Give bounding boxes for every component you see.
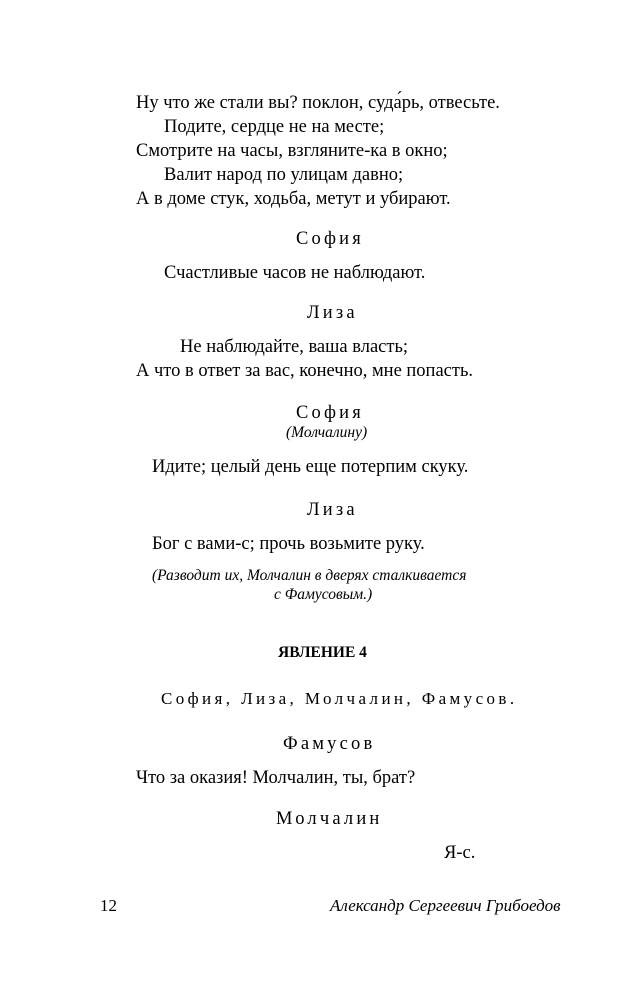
verse-line: Бог с вами-с; прочь возьмите руку. (152, 534, 425, 554)
verse-line: Счастливые часов не наблюдают. (164, 263, 426, 283)
speaker-name: Фамусов (283, 734, 376, 754)
page-number: 12 (100, 896, 117, 915)
stage-direction: (Разводит их, Молчалин в дверях сталкивается (152, 567, 467, 584)
stage-direction: (Молчалину) (286, 424, 368, 441)
verse-line: А в доме стук, ходьба, метут и убирают. (136, 189, 451, 209)
scene-heading: ЯВЛЕНИЕ 4 (278, 644, 367, 661)
verse-line: Смотрите на часы, взгляните-ка в окно; (136, 141, 448, 161)
verse-line: Не наблюдайте, ваша власть; (180, 337, 409, 357)
stage-direction: с Фамусовым.) (274, 586, 373, 603)
verse-line: Идите; целый день еще потерпим скуку. (152, 457, 469, 477)
speaker-name: София (296, 403, 364, 423)
speaker-name: Молчалин (276, 809, 383, 829)
verse-line: Подите, сердце не на месте; (164, 117, 385, 137)
cast-list: София, Лиза, Молчалин, Фамусов. (161, 689, 518, 708)
verse-line: Что за оказия! Молчалин, ты, брат? (136, 768, 416, 788)
speaker-name: Лиза (307, 303, 358, 323)
running-footer-author: Александр Сергеевич Грибоедов (330, 896, 561, 915)
verse-line: А что в ответ за вас, конечно, мне попасть. (136, 361, 474, 381)
verse-line: Валит народ по улицам давно; (164, 165, 404, 185)
speaker-name: София (296, 229, 364, 249)
speaker-name: Лиза (307, 500, 358, 520)
verse-line: Ну что же стали вы? поклон, суда́рь, отвесьте. (136, 93, 500, 113)
verse-line: Я-с. (444, 843, 476, 863)
